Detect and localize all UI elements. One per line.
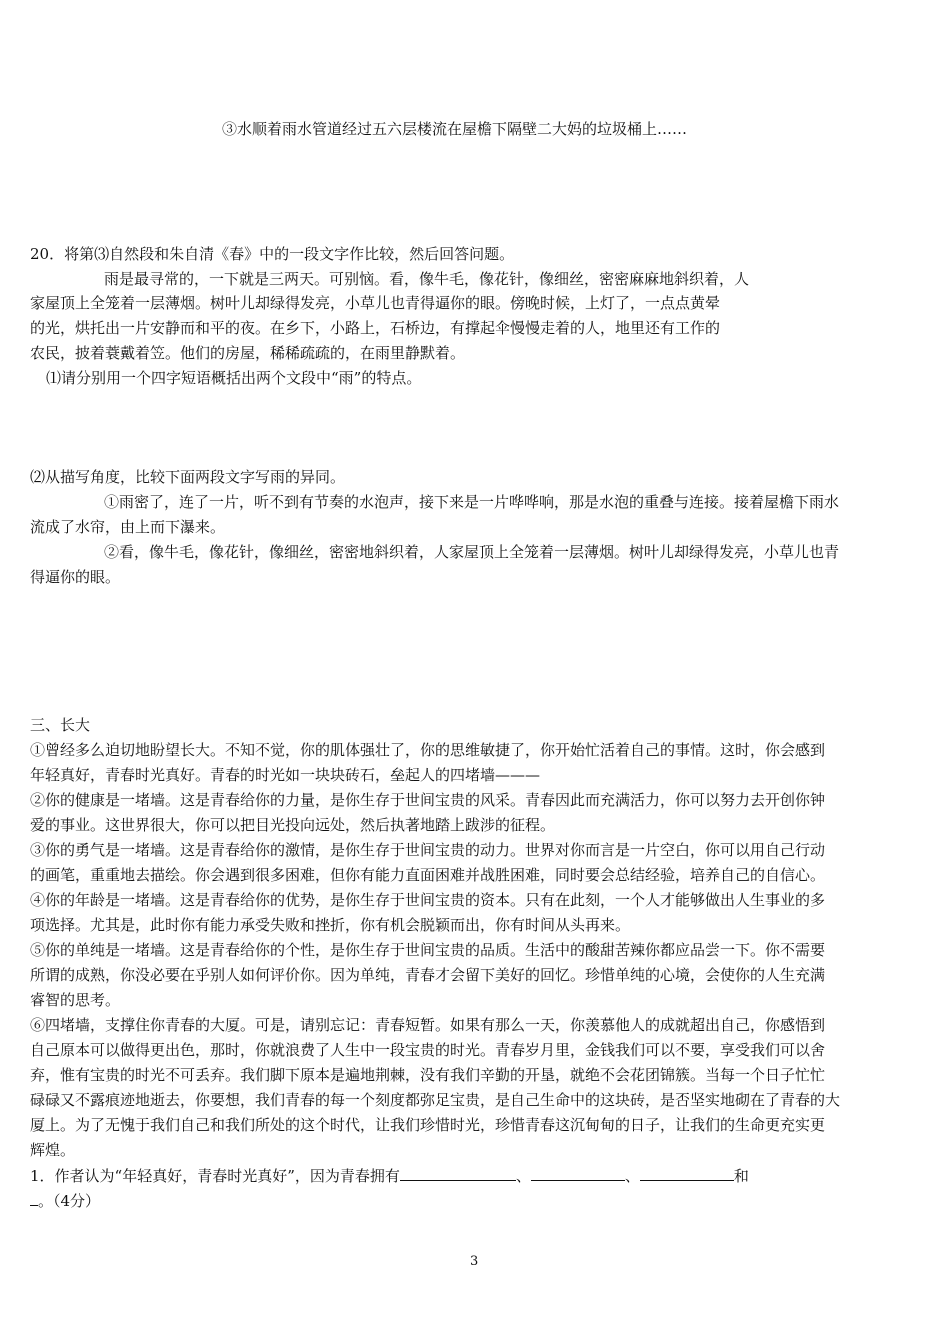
q20-quote-line: 家屋顶上全笼着一层薄烟。树叶儿却绿得发亮，小草儿也青得逼你的眼。傍晚时候，上灯了，一点点黄晕 [30,294,721,312]
section3-line: 项选择。尤其是，此时你有能力承受失败和挫折，你有机会脱颖而出，你有时间从头再来。 [30,916,631,934]
section3-line: ③你的勇气是一堵墙。这是青春给你的激情，是你生存于世间宝贵的动力。世界对你而言是一片空白，你可以用自己行动 [30,841,826,859]
q20-stem: 20．将第⑶自然段和朱自清《春》中的一段文字作比较，然后回答问题。 [30,245,515,263]
q20-text2-line: 得逼你的眼。 [30,568,121,586]
q20-sub2: ⑵从描写角度，比较下面两段文字写雨的异同。 [30,468,346,486]
q1-line [30,1164,749,1187]
q20-quote-line: 农民，披着蓑戴着笠。他们的房屋，稀稀疏疏的，在雨里静默着。 [30,344,466,362]
q20-sub1: ⑴请分别用一个四字短语概括出两个文段中“雨”的特点。 [46,369,422,387]
page-number: 3 [470,1254,479,1269]
section3-line: 所谓的成熟，你没必要在乎别人如何评价你。因为单纯，青春才会留下美好的回忆。珍惜单纯的心境，会使你的人生充满 [30,966,826,984]
q20-text2-line: ②看，像牛毛，像花针，像细丝，密密地斜织着，人家屋顶上全笼着一层薄烟。树叶儿却绿得发亮，小草儿也青 [104,543,840,561]
q20-text1-line: 流成了水帘，由上而下瀑来。 [30,518,226,536]
section3-line: 厦上。为了无愧于我们自己和我们所处的这个时代，让我们珍惜时光，珍惜青春这沉甸甸的日子，让我们的生命更充实更 [30,1116,826,1134]
section3-title: 三、长大 [30,716,91,734]
answer-blank-1[interactable] [400,1164,516,1181]
q1-line-2 [30,1189,100,1212]
answer-blank-2[interactable] [531,1164,625,1181]
section3-line: ⑤你的单纯是一堵墙。这是青春给你的个性，是你生存于世间宝贵的品质。生活中的酸甜苦辣你都应品尝一下。你不需要 [30,941,826,959]
q1-end: 。 [38,1192,54,1210]
q20-text1-line: ①雨密了，连了一片，听不到有节奏的水泡声，接下来是一片哗哗响，那是水泡的重叠与连接。接着屋檐下雨水 [104,493,840,511]
q1-and: 和 [733,1167,749,1185]
section3-line: ②你的健康是一堵墙。这是青春给你的力量，是你生存于世间宝贵的风采。青春因此而充满活力，你可以努力去开创你钟 [30,791,826,809]
section3-line: 爱的事业。这世界很大，你可以把目光投向远处，然后执著地踏上跋涉的征程。 [30,816,556,834]
section3-line: 的画笔，重重地去描绘。你会遇到很多困难，但你有能力直面困难并战胜困难，同时要会总结经验，培养自己的自信心。 [30,866,826,884]
section3-line: 弃，惟有宝贵的时光不可丢弃。我们脚下原本是遍地荆棘，没有我们辛勤的开垦，就绝不会花团锦簇。当每一个日子忙忙 [30,1066,826,1084]
section3-line: 碌碌又不露痕迹地逝去，你要想，我们青春的每一个刻度都弥足宝贵，是自己生命中的这块砖，是否坚实地砌在了青春的大 [30,1091,841,1109]
section3-line: ④你的年龄是一堵墙。这是青春给你的优势，是你生存于世间宝贵的资本。只有在此刻，一个人才能够做出人生事业的多 [30,891,826,909]
section3-line: 辉煌。 [30,1141,76,1159]
q1-prefix: 1．作者认为“年轻真好，青春时光真好”，因为青春拥有 [30,1167,400,1185]
section3-line: 年轻真好，青春时光真好。青春的时光如一块块砖石，垒起人的四堵墙——— [30,766,541,784]
q20-quote-line: 雨是最寻常的，一下就是三两天。可别恼。看，像牛毛，像花针，像细丝，密密麻麻地斜织着，人 [104,270,750,288]
q20-quote-line: 的光，烘托出一片安静而和平的夜。在乡下，小路上，石桥边，有撑起伞慢慢走着的人，地里还有工作的 [30,319,721,337]
section3-line: 自己原本可以做得更出色，那时，你就浪费了人生中一段宝贵的时光。青春岁月里，金钱我们可以不要，享受我们可以舍 [30,1041,826,1059]
section3-line: ⑥四堵墙，支撑住你青春的大厦。可是，请别忘记：青春短暂。如果有那么一天，你羡慕他人的成就超出自己，你感悟到 [30,1016,826,1034]
q1-sep: 、 [515,1167,531,1185]
answer-blank-3[interactable] [640,1164,734,1181]
q1-score: （4分） [53,1192,101,1210]
section3-line: ①曾经多么迫切地盼望长大。不知不觉，你的肌体强壮了，你的思维敏捷了，你开始忙活着自己的事情。这时，你会感到 [30,741,826,759]
section3-line: 睿智的思考。 [30,991,121,1009]
answer-blank-4[interactable] [30,1189,38,1206]
passage-excerpt: ③水顺着雨水管道经过五六层楼流在屋檐下隔壁二大妈的垃圾桶上…… [222,120,688,138]
q1-sep: 、 [624,1167,640,1185]
